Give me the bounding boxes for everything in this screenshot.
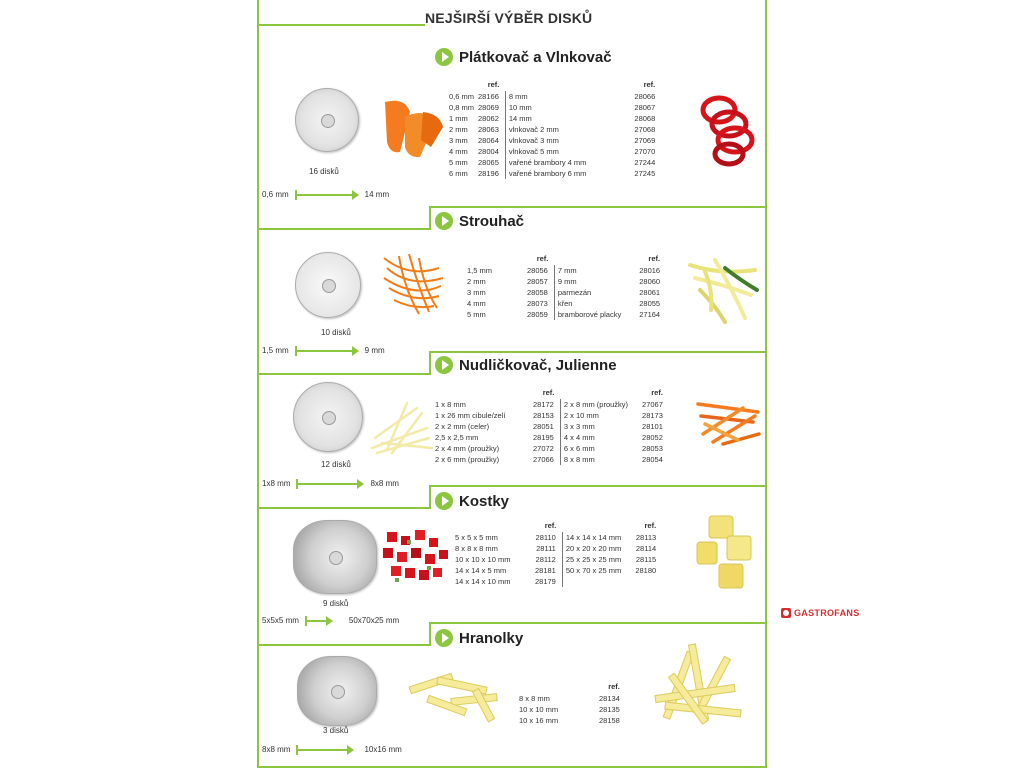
table-row: 10 x 10 mm 28135 <box>519 705 620 714</box>
range-arrow-icon <box>296 749 348 751</box>
section-title-fries: Hranolky <box>435 629 523 647</box>
brand-logo: GASTROFANS <box>781 608 860 618</box>
table-row: 2 mm 28057 9 mm 28060 <box>467 277 661 286</box>
separator-3 <box>257 507 429 509</box>
tab-edge-3 <box>429 485 431 509</box>
separator-1 <box>257 228 429 230</box>
separator-3b <box>429 485 767 487</box>
julienne-carrot-photo <box>693 394 763 450</box>
ref-table-grater: ref. ref. 1,5 mm 28056 7 mm 28016 2 mm 28057 9 mm 28060 3 mm 28058 parmezán 28061 4 mm 28073 křen 28055 5 mm 28059 bramborové placky 27164 <box>467 252 666 320</box>
table-row: 4 mm 28004 vlnkovač 5 mm 27070 <box>449 147 656 156</box>
disc-count: 16 disků <box>309 167 339 176</box>
section-title-dicing: Kostky <box>435 492 509 510</box>
table-row: 8 x 8 x 8 mm 28111 20 x 20 x 20 mm 28114 <box>455 544 657 553</box>
carrot-slices-photo <box>375 92 447 164</box>
table-row: 14 x 14 x 10 mm 28179 <box>455 576 662 587</box>
table-row: 1 x 26 mm cibule/zelí 28153 2 x 10 mm 28173 <box>435 411 663 420</box>
ref-table-julienne: ref. ref. 1 x 8 mm 28172 2 x 8 mm (proužky) 27067 1 x 26 mm cibule/zelí 28153 2 x 10 mm 28173 2 x 2 mm (celer) 28051 3 x 3 mm 28101 2,5 x 2,5 mm 28195 4 x 4 mm 28052 2 x 4 mm (proužky) 27072 6 x 6 mm 28053 2 x 6 mm (proužky) 27066 8 x 8 mm 28054 <box>435 386 669 465</box>
play-icon <box>435 629 453 647</box>
play-icon <box>435 212 453 230</box>
section-title-slicer: Plátkovač a Vlnkovač <box>435 48 612 66</box>
ref-table-fries: ref. 8 x 8 mm 28134 10 x 10 mm 28135 10 x 16 mm 28158 <box>519 680 626 726</box>
size-range: 1,5 mm 9 mm <box>262 346 385 355</box>
play-icon <box>435 48 453 66</box>
tab-edge-2 <box>429 351 431 375</box>
size-range: 5x5x5 mm 50x70x25 mm <box>262 616 400 625</box>
range-arrow-icon <box>305 620 327 622</box>
catalog-sheet <box>257 0 767 768</box>
grater-disc-image <box>295 252 361 318</box>
table-row: 2 x 4 mm (proužky) 27072 6 x 6 mm 28053 <box>435 444 663 453</box>
fries-photo <box>407 662 507 734</box>
grated-zucchini-photo <box>685 250 761 328</box>
table-row: 5 mm 28065 vařené brambory 4 mm 27244 <box>449 158 656 167</box>
table-row: 1 x 8 mm 28172 2 x 8 mm (proužky) 27067 <box>435 400 663 409</box>
ref-table-slicer: ref. ref. 0,6 mm 28166 8 mm 28066 0,8 mm 28069 10 mm 28067 1 mm 28062 14 mm 28068 2 mm 28063 vlnkovač 2 mm 27068 3 mm 28064 vlnkovač 3 mm 27069 4 mm 28004 vlnkovač 5 mm 27070 5 mm 28065 vařené brambory 4 mm 27244 6 mm 28196 vařené brambory 6 mm 27245 <box>449 78 661 179</box>
table-row: 3 mm 28064 vlnkovač 3 mm 27069 <box>449 136 656 145</box>
diced-potato-photo <box>695 512 757 592</box>
julienne-disc-image <box>293 382 363 452</box>
pepper-rings-photo <box>697 92 759 170</box>
tab-edge-4 <box>429 622 431 646</box>
table-row: 2 x 6 mm (proužky) 27066 8 x 8 mm 28054 <box>435 455 663 464</box>
page-title: NEJŠIRŠÍ VÝBĚR DISKŮ <box>425 10 593 26</box>
brand-icon <box>781 608 791 618</box>
separator-2 <box>257 373 429 375</box>
table-row: 1 mm 28062 14 mm 28068 <box>449 114 656 123</box>
table-row: 5 mm 28059 bramborové placky 27164 <box>467 310 661 319</box>
disc-count: 12 disků <box>321 460 351 469</box>
table-row: 1,5 mm 28056 7 mm 28016 <box>467 266 661 275</box>
grated-carrot-photo <box>379 248 451 320</box>
play-icon <box>435 492 453 510</box>
separator-1b <box>429 206 767 208</box>
frame-left <box>257 0 259 768</box>
play-icon <box>435 356 453 374</box>
separator-2b <box>429 351 767 353</box>
dicing-disc-image <box>293 520 377 594</box>
diced-pepper-photo <box>377 526 453 592</box>
size-range: 1x8 mm 8x8 mm <box>262 479 399 488</box>
table-row: 2 mm 28063 vlnkovač 2 mm 27068 <box>449 125 656 134</box>
julienne-celery-photo <box>367 398 435 458</box>
frame-right <box>765 0 767 768</box>
section-title-julienne: Nudličkovač, Julienne <box>435 356 617 374</box>
table-row: 0,8 mm 28069 10 mm 28067 <box>449 103 656 112</box>
table-row: 10 x 10 x 10 mm 28112 25 x 25 x 25 mm 28115 <box>455 555 657 564</box>
frame-top-left <box>257 24 425 26</box>
section-title-grater: Strouhač <box>435 212 524 230</box>
tab-edge-1 <box>429 206 431 230</box>
slicer-disc-image <box>295 88 359 152</box>
table-row: 8 x 8 mm 28134 <box>519 694 620 703</box>
size-range: 0,6 mm 14 mm <box>262 190 390 199</box>
table-row: 2 x 2 mm (celer) 28051 3 x 3 mm 28101 <box>435 422 663 431</box>
range-arrow-icon <box>295 350 353 352</box>
fries-disc-image <box>297 656 377 726</box>
table-row: 14 x 14 x 5 mm 28181 50 x 70 x 25 mm 28180 <box>455 566 657 575</box>
table-row: 5 x 5 x 5 mm 28110 14 x 14 x 14 mm 28113 <box>455 533 657 542</box>
size-range: 8x8 mm 10x16 mm <box>262 745 402 754</box>
range-arrow-icon <box>295 194 353 196</box>
table-row: 6 mm 28196 vařené brambory 6 mm 27245 <box>449 169 656 178</box>
table-row: 10 x 16 mm 28158 <box>519 716 620 725</box>
disc-count: 3 disků <box>323 726 349 735</box>
table-row: 0,6 mm 28166 8 mm 28066 <box>449 92 656 101</box>
disc-count: 10 disků <box>321 328 351 337</box>
fries-pile-photo <box>645 640 751 736</box>
separator-4 <box>257 644 429 646</box>
table-row: 3 mm 28058 parmezán 28061 <box>467 288 661 297</box>
table-row: 4 mm 28073 křen 28055 <box>467 299 661 308</box>
disc-count: 9 disků <box>323 599 349 608</box>
table-row: 2,5 x 2,5 mm 28195 4 x 4 mm 28052 <box>435 433 663 442</box>
ref-table-dicing: ref. ref. 5 x 5 x 5 mm 28110 14 x 14 x 14 mm 28113 8 x 8 x 8 mm 28111 20 x 20 x 20 mm 28114 10 x 10 x 10 mm 28112 25 x 25 x 25 mm 28115 14 x 14 x 5 mm 28181 50 x 70 x 25 mm 28180 14 x 14 x 10 mm 28179 <box>455 519 662 587</box>
range-arrow-icon <box>296 483 358 485</box>
separator-4b <box>429 622 767 624</box>
